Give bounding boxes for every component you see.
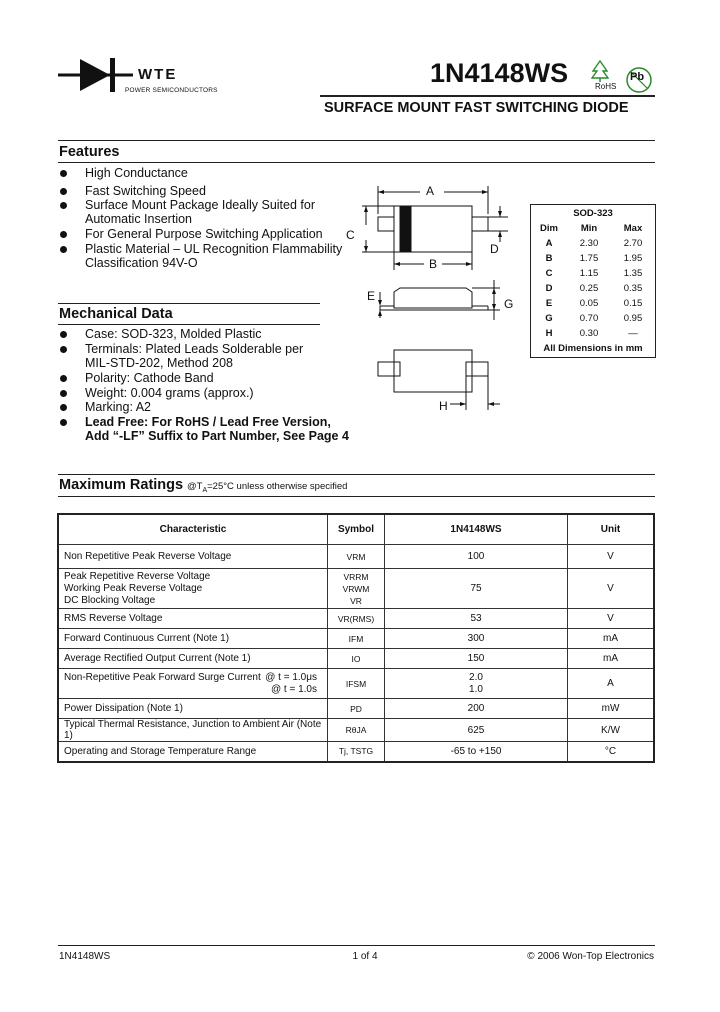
dim-row [531,296,655,311]
dimensions-package-header: SOD-323 [573,208,613,219]
ratings-characteristic: Forward Continuous Current (Note 1) [58,629,328,649]
mechanical-rule-top [58,303,320,304]
ratings-unit: V [568,545,655,569]
ratings-rule-bottom [58,496,655,497]
dim-label-g: G [504,297,514,311]
dim-cell: 2.70 [623,238,643,249]
ratings-symbol: IO [328,649,385,669]
dim-row [531,281,655,296]
ratings-row [58,629,654,649]
dim-cell: 0.70 [579,313,599,324]
dim-label-h: H [439,399,448,413]
ratings-unit: mA [568,649,655,669]
ratings-characteristic-cell [58,669,328,699]
ratings-row [58,609,654,629]
ratings-row [58,742,654,762]
dim-label-c: C [346,228,355,242]
ratings-condition-prefix: @T [187,481,203,492]
dim-cell: — [628,328,638,339]
dim-row [531,266,655,281]
ratings-symbol: IFSM [328,669,385,699]
features-rule-top [58,140,655,141]
feature-item: Fast Switching Speed [85,184,206,198]
ratings-row [58,569,654,609]
dim-row [531,251,655,266]
lead-free-note-cont: Add “-LF” Suffix to Part Number, See Page 4 [85,429,349,443]
ratings-characteristic: Power Dissipation (Note 1) [58,699,328,719]
ratings-table [57,513,655,763]
header-rule [320,95,655,97]
dim-cell: E [545,298,553,309]
ratings-unit: °C [568,742,655,762]
rohs-tree-icon [591,60,609,82]
ratings-characteristic: Operating and Storage Temperature Range [58,742,328,762]
dim-cell: A [545,238,553,249]
rohs-label: RoHS [595,82,617,91]
dim-row [531,236,655,251]
features-rule-bottom [58,162,655,163]
feature-item: Surface Mount Package Ideally Suited for [85,198,315,212]
ratings-col-header: Unit [568,514,655,545]
document-subtitle: SURFACE MOUNT FAST SWITCHING DIODE [324,100,629,116]
ratings-value: 53 [385,609,568,629]
ratings-symbol: Tj, TSTG [328,742,385,762]
part-number-title: 1N4148WS [430,58,569,88]
dimensions-table [531,221,655,341]
ratings-value: 75 [385,569,568,609]
brand-tagline: POWER SEMICONDUCTORS [125,87,218,94]
pb-label: Pb [630,71,645,83]
dimensions-footer: All Dimensions in mm [543,343,643,354]
footer-rule [58,945,655,946]
ratings-row [58,719,654,742]
footer-part-number: 1N4148WS [59,951,111,962]
dim-cell: 0.95 [623,313,643,324]
feature-item: Plastic Material – UL Recognition Flammability [85,242,343,256]
ratings-unit: V [568,609,655,629]
mechanical-title: Mechanical Data [59,306,173,322]
dim-cell: 0.35 [623,283,643,294]
dim-label-d: D [490,242,499,256]
ratings-symbol: IFM [328,629,385,649]
ratings-col-header: Characteristic [58,514,328,545]
dim-cell: B [545,253,553,264]
dim-label-b: B [429,257,438,271]
ratings-unit: A [568,669,655,699]
mechanical-item: Terminals: Plated Leads Solderable per [85,342,304,356]
dim-cell: 1.75 [579,253,599,264]
dim-col-header: Min [580,223,598,234]
dim-cell: 1.15 [579,268,599,279]
lead-free-note: Lead Free: For RoHS / Lead Free Version, [85,415,331,429]
features-title: Features [59,144,120,160]
ratings-characteristic: Peak Repetitive Reverse Voltage Working Peak Reverse Voltage DC Blocking Voltage [58,569,328,609]
mechanical-item: Weight: 0.004 grams (approx.) [85,386,254,400]
ratings-col-header: 1N4148WS [385,514,568,545]
ratings-characteristic: Non Repetitive Peak Reverse Voltage [58,545,328,569]
ratings-symbol: VRM [328,545,385,569]
dim-cell: 1.35 [623,268,643,279]
brand-logo-text: WTE [138,66,178,83]
dim-cell: 0.05 [579,298,599,309]
dim-cell: 0.25 [579,283,599,294]
ratings-unit: K/W [568,719,655,742]
wte-logo-icon [58,55,133,95]
ratings-symbol: RθJA [328,719,385,742]
dim-cell: G [545,313,553,324]
feature-item-cont: Classification 94V-O [85,256,198,270]
ratings-condition-rest: =25°C unless otherwise specified [207,481,348,492]
mechanical-item: Case: SOD-323, Molded Plastic [85,327,262,341]
ratings-value: 200 [385,699,568,719]
ratings-characteristic: Typical Thermal Resistance, Junction to Ambient Air (Note 1) [58,719,328,742]
ratings-row [58,545,654,569]
ratings-unit: mW [568,699,655,719]
ratings-condition-sub: A [202,486,208,494]
ratings-unit: mA [568,629,655,649]
ratings-col-header: Symbol [328,514,385,545]
footer-page-number: 1 of 4 [352,951,378,962]
dim-cell: 0.30 [579,328,599,339]
ratings-condition [187,481,347,494]
mechanical-item-cont: MIL-STD-202, Method 208 [85,356,233,370]
dim-row [531,326,655,341]
mechanical-item: Polarity: Cathode Band [85,371,214,385]
dim-cell: C [545,268,553,279]
feature-item: For General Purpose Switching Application [85,227,323,241]
ratings-characteristic: RMS Reverse Voltage [58,609,328,629]
ratings-header-row [58,514,654,545]
dim-label-e: E [367,289,376,303]
feature-item-cont: Automatic Insertion [85,212,192,226]
dim-cell: 0.15 [623,298,643,309]
dim-row [531,311,655,326]
dim-col-header: Dim [540,223,558,234]
ratings-value: 2.0 1.0 [385,669,568,699]
footer-copyright: © 2006 Won-Top Electronics [527,951,654,962]
mechanical-item: Marking: A2 [85,400,152,414]
ratings-value: -65 to +150 [385,742,568,762]
dim-cell: 1.95 [623,253,643,264]
dim-col-header: Max [623,223,643,234]
ratings-unit: V [568,569,655,609]
ratings-value: 150 [385,649,568,669]
ratings-symbol: VRRM VRWM VR [328,569,385,609]
ratings-condition-detail: @ t = 1.0μs @ t = 1.0s [265,672,317,695]
dim-cell: 2.30 [579,238,599,249]
ratings-characteristic: Non-Repetitive Peak Forward Surge Current [64,672,261,683]
ratings-row [58,649,654,669]
ratings-value: 625 [385,719,568,742]
ratings-characteristic: Average Rectified Output Current (Note 1) [58,649,328,669]
feature-item: High Conductance [85,166,188,180]
ratings-row [58,699,654,719]
dim-label-a: A [426,184,435,198]
ratings-symbol: VR(RMS) [328,609,385,629]
dim-cell: H [545,328,553,339]
ratings-row [58,669,654,699]
ratings-title: Maximum Ratings [59,477,184,493]
ratings-symbol: PD [328,699,385,719]
dim-cell: D [545,283,553,294]
ratings-value: 300 [385,629,568,649]
mechanical-rule-bottom [58,324,320,325]
ratings-rule-top [58,474,655,475]
ratings-value: 100 [385,545,568,569]
